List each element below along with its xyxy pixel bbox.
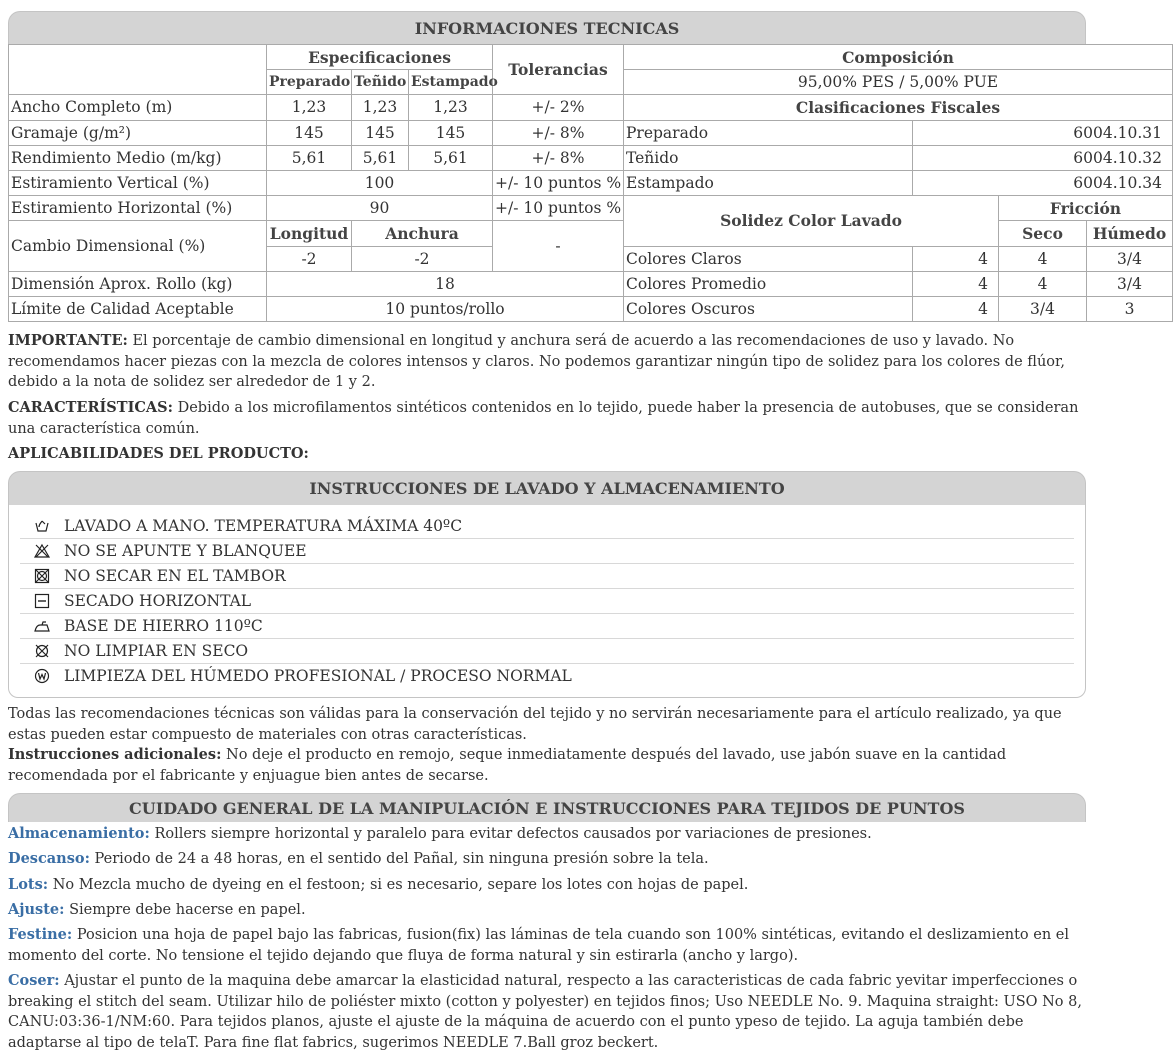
care-key: Coser: (8, 972, 60, 989)
tech-info-header: INFORMACIONES TECNICAS (8, 11, 1086, 45)
composition-header: Composición (624, 45, 1173, 70)
row-tolerance: +/- 8% (493, 120, 624, 145)
no-tumble-dry-icon (34, 568, 50, 584)
care-item (8, 900, 1088, 921)
fastness-wet: 3/4 (1087, 271, 1173, 296)
wash-item (20, 614, 1074, 639)
fastness-wet: 3 (1087, 296, 1173, 321)
wash-item (20, 539, 1074, 564)
row-value: 5,61 (267, 145, 352, 170)
spec-header: Especificaciones (267, 45, 493, 70)
row-value: 145 (409, 120, 493, 145)
fastness-label: Colores Promedio (624, 271, 913, 296)
tech-spec-table (8, 44, 1173, 322)
care-key: Descanso: (8, 850, 90, 867)
fastness-wet: 3/4 (1087, 246, 1173, 271)
row-tolerance: +/- 2% (493, 95, 624, 120)
care-key: Almacenamiento: (8, 825, 150, 842)
care-item (8, 849, 1088, 870)
row-value: 1,23 (409, 95, 493, 120)
dim-change-tolerance: - (493, 221, 624, 271)
important-key: IMPORTANTE: (8, 332, 128, 349)
no-dry-clean-icon (34, 643, 50, 659)
blank-cell (9, 45, 267, 95)
care-text: Posicion una hoja de papel bajo las fabricas, fusion(fix) las láminas de tela cuando son 100% sintéticas, evitando el deslizamiento en el momento del corte. No tensione el tejido dejando que fluya de forma natural y sin estirarla (ancho y largo). (8, 927, 1070, 964)
features-key: CARACTERÍSTICAS: (8, 399, 173, 416)
wash-item (20, 514, 1074, 539)
roll-label: Dimensión Aprox. Rollo (kg) (9, 271, 267, 296)
tolerance-header: Tolerancias (493, 45, 624, 95)
wash-item (20, 664, 1074, 688)
wash-item-text: BASE DE HIERRO 110ºC (64, 617, 263, 635)
row-label: Rendimiento Medio (m/kg) (9, 145, 267, 170)
fastness-wash: 4 (913, 246, 999, 271)
wash-header: INSTRUCCIONES DE LAVADO Y ALMACENAMIENTO (8, 471, 1086, 505)
fiscal-label: Teñido (624, 145, 913, 170)
row-label: Gramaje (g/m²) (9, 120, 267, 145)
fiscal-code: 6004.10.34 (913, 170, 1173, 195)
applicability-heading: APLICABILIDADES DEL PRODUCTO: (8, 445, 309, 462)
sub-header-dyed: Teñido (352, 70, 409, 95)
stretch-horizontal-tolerance: +/- 10 puntos % (493, 196, 624, 221)
no-bleach-icon (34, 543, 50, 559)
stretch-horizontal-label: Estiramiento Horizontal (%) (9, 196, 267, 221)
iron-icon (34, 618, 50, 634)
roll-value: 18 (267, 271, 624, 296)
row-value: 1,23 (352, 95, 409, 120)
care-text: Periodo de 24 a 48 horas, en el sentido del Pañal, sin ninguna presión sobre la tela. (94, 851, 709, 867)
fastness-wash: 4 (913, 296, 999, 321)
wash-item (20, 589, 1074, 614)
care-key: Festine: (8, 926, 73, 943)
features-text: Debido a los microfilamentos sintéticos contenidos en lo tejido, puede haber la presencia de autobuses, que se consideran una característica común. (8, 400, 1079, 437)
row-value: 145 (352, 120, 409, 145)
row-tolerance: +/- 8% (493, 145, 624, 170)
care-text: Siempre debe hacerse en papel. (69, 902, 306, 918)
fastness-wash: 4 (913, 271, 999, 296)
fastness-dry: 3/4 (999, 296, 1087, 321)
wash-item-text: NO SE APUNTE Y BLANQUEE (64, 542, 307, 560)
care-item (8, 824, 1088, 845)
row-value: 5,61 (409, 145, 493, 170)
stretch-vertical-label: Estiramiento Vertical (%) (9, 170, 267, 195)
fiscal-header: Clasificaciones Fiscales (624, 95, 1173, 120)
row-value: 5,61 (352, 145, 409, 170)
wash-fastness-header: Solidez Color Lavado (624, 196, 999, 246)
width-header: Anchura (352, 221, 493, 246)
friction-header: Fricción (999, 196, 1173, 221)
row-value: 145 (267, 120, 352, 145)
wash-item (20, 639, 1074, 664)
wash-item-text: LAVADO A MANO. TEMPERATURA MÁXIMA 40ºC (64, 517, 463, 535)
sub-header-prepared: Preparado (267, 70, 352, 95)
additional-text: No deje el producto en remojo, seque inmediatamente después del lavado, use jabón suave en la cantidad recomendada por el fabricante y enjuague bien antes de secarse. (8, 747, 1007, 784)
additional-key: Instrucciones adicionales: (8, 746, 222, 763)
fiscal-label: Preparado (624, 120, 913, 145)
important-note (8, 331, 1088, 393)
sub-header-printed: Estampado (409, 70, 493, 95)
length-value: -2 (267, 246, 352, 271)
width-value: -2 (352, 246, 493, 271)
care-header: CUIDADO GENERAL DE LA MANIPULACIÓN E INSTRUCCIONES PARA TEJIDOS DE PUNTOS (8, 793, 1086, 822)
quality-value: 10 puntos/rollo (267, 296, 624, 321)
fastness-dry: 4 (999, 271, 1087, 296)
wet-header: Húmedo (1087, 221, 1173, 246)
stretch-horizontal-value: 90 (267, 196, 493, 221)
care-key: Lots: (8, 876, 49, 893)
wet-clean-icon (34, 668, 50, 684)
quality-label: Límite de Calidad Aceptable (9, 296, 267, 321)
care-text: No Mezcla mucho de dyeing en el festoon; si es necesario, separe los lotes con hojas de papel. (52, 877, 749, 893)
composition-value: 95,00% PES / 5,00% PUE (624, 70, 1173, 95)
hand-wash-icon (34, 518, 50, 534)
wash-item-text: LIMPIEZA DEL HÚMEDO PROFESIONAL / PROCESO NORMAL (64, 667, 572, 685)
fiscal-label: Estampado (624, 170, 913, 195)
stretch-vertical-tolerance: +/- 10 puntos % (493, 170, 624, 195)
row-label: Ancho Completo (m) (9, 95, 267, 120)
general-note: Todas las recomendaciones técnicas son válidas para la conservación del tejido y no servirán necesariamente para el artículo realizado, ya que estas pueden estar compuesto de materiales con otras características. (8, 706, 1062, 743)
fastness-label: Colores Claros (624, 246, 913, 271)
care-key: Ajuste: (8, 901, 65, 918)
care-text: Rollers siempre horizontal y paralelo para evitar defectos causados por variaciones de presiones. (154, 826, 872, 842)
dim-change-label: Cambio Dimensional (%) (9, 221, 267, 271)
features-note (8, 398, 1088, 439)
row-value: 1,23 (267, 95, 352, 120)
care-item (8, 925, 1088, 966)
dry-header: Seco (999, 221, 1087, 246)
wash-item (20, 564, 1074, 589)
dry-flat-icon (34, 593, 50, 609)
fastness-dry: 4 (999, 246, 1087, 271)
care-text: Ajustar el punto de la maquina debe amarcar la elasticidad natural, respecto a las caracteristicas de cada fabric yevitar imperfecciones o breaking el stitch del seam. Utilizar hilo de poliéster mixto (cotton y polyester) en tejidos finos; Uso NEEDLE No. 9. Maquina straight: USO No 8, CANU:03:36-1/NM:60. Para tejidos planos, ajuste el ajuste de la máquina de acuerdo con el punto ypeso de tejido. La aguja también debe adaptarse al tipo de telaT. Para fine flat fabrics, sugerimos NEEDLE 7.Ball groz beckert. (8, 973, 1082, 1051)
care-item (8, 875, 1088, 896)
wash-item-text: NO LIMPIAR EN SECO (64, 642, 249, 660)
care-item (8, 971, 1088, 1053)
length-header: Longitud (267, 221, 352, 246)
wash-item-text: NO SECAR EN EL TAMBOR (64, 567, 286, 585)
fiscal-code: 6004.10.31 (913, 120, 1173, 145)
additional-instructions (8, 745, 1088, 786)
wash-item-text: SECADO HORIZONTAL (64, 592, 252, 610)
fiscal-code: 6004.10.32 (913, 145, 1173, 170)
fastness-label: Colores Oscuros (624, 296, 913, 321)
important-text: El porcentaje de cambio dimensional en longitud y anchura será de acuerdo a las recomendaciones de uso y lavado. No recomendamos hacer piezas con la mezcla de colores intensos y claros. No podemos garantizar ningún tipo de solidez para los colores de flúor, debido a la nota de solidez ser alrededor de 1 y 2. (8, 333, 1065, 390)
stretch-vertical-value: 100 (267, 170, 493, 195)
